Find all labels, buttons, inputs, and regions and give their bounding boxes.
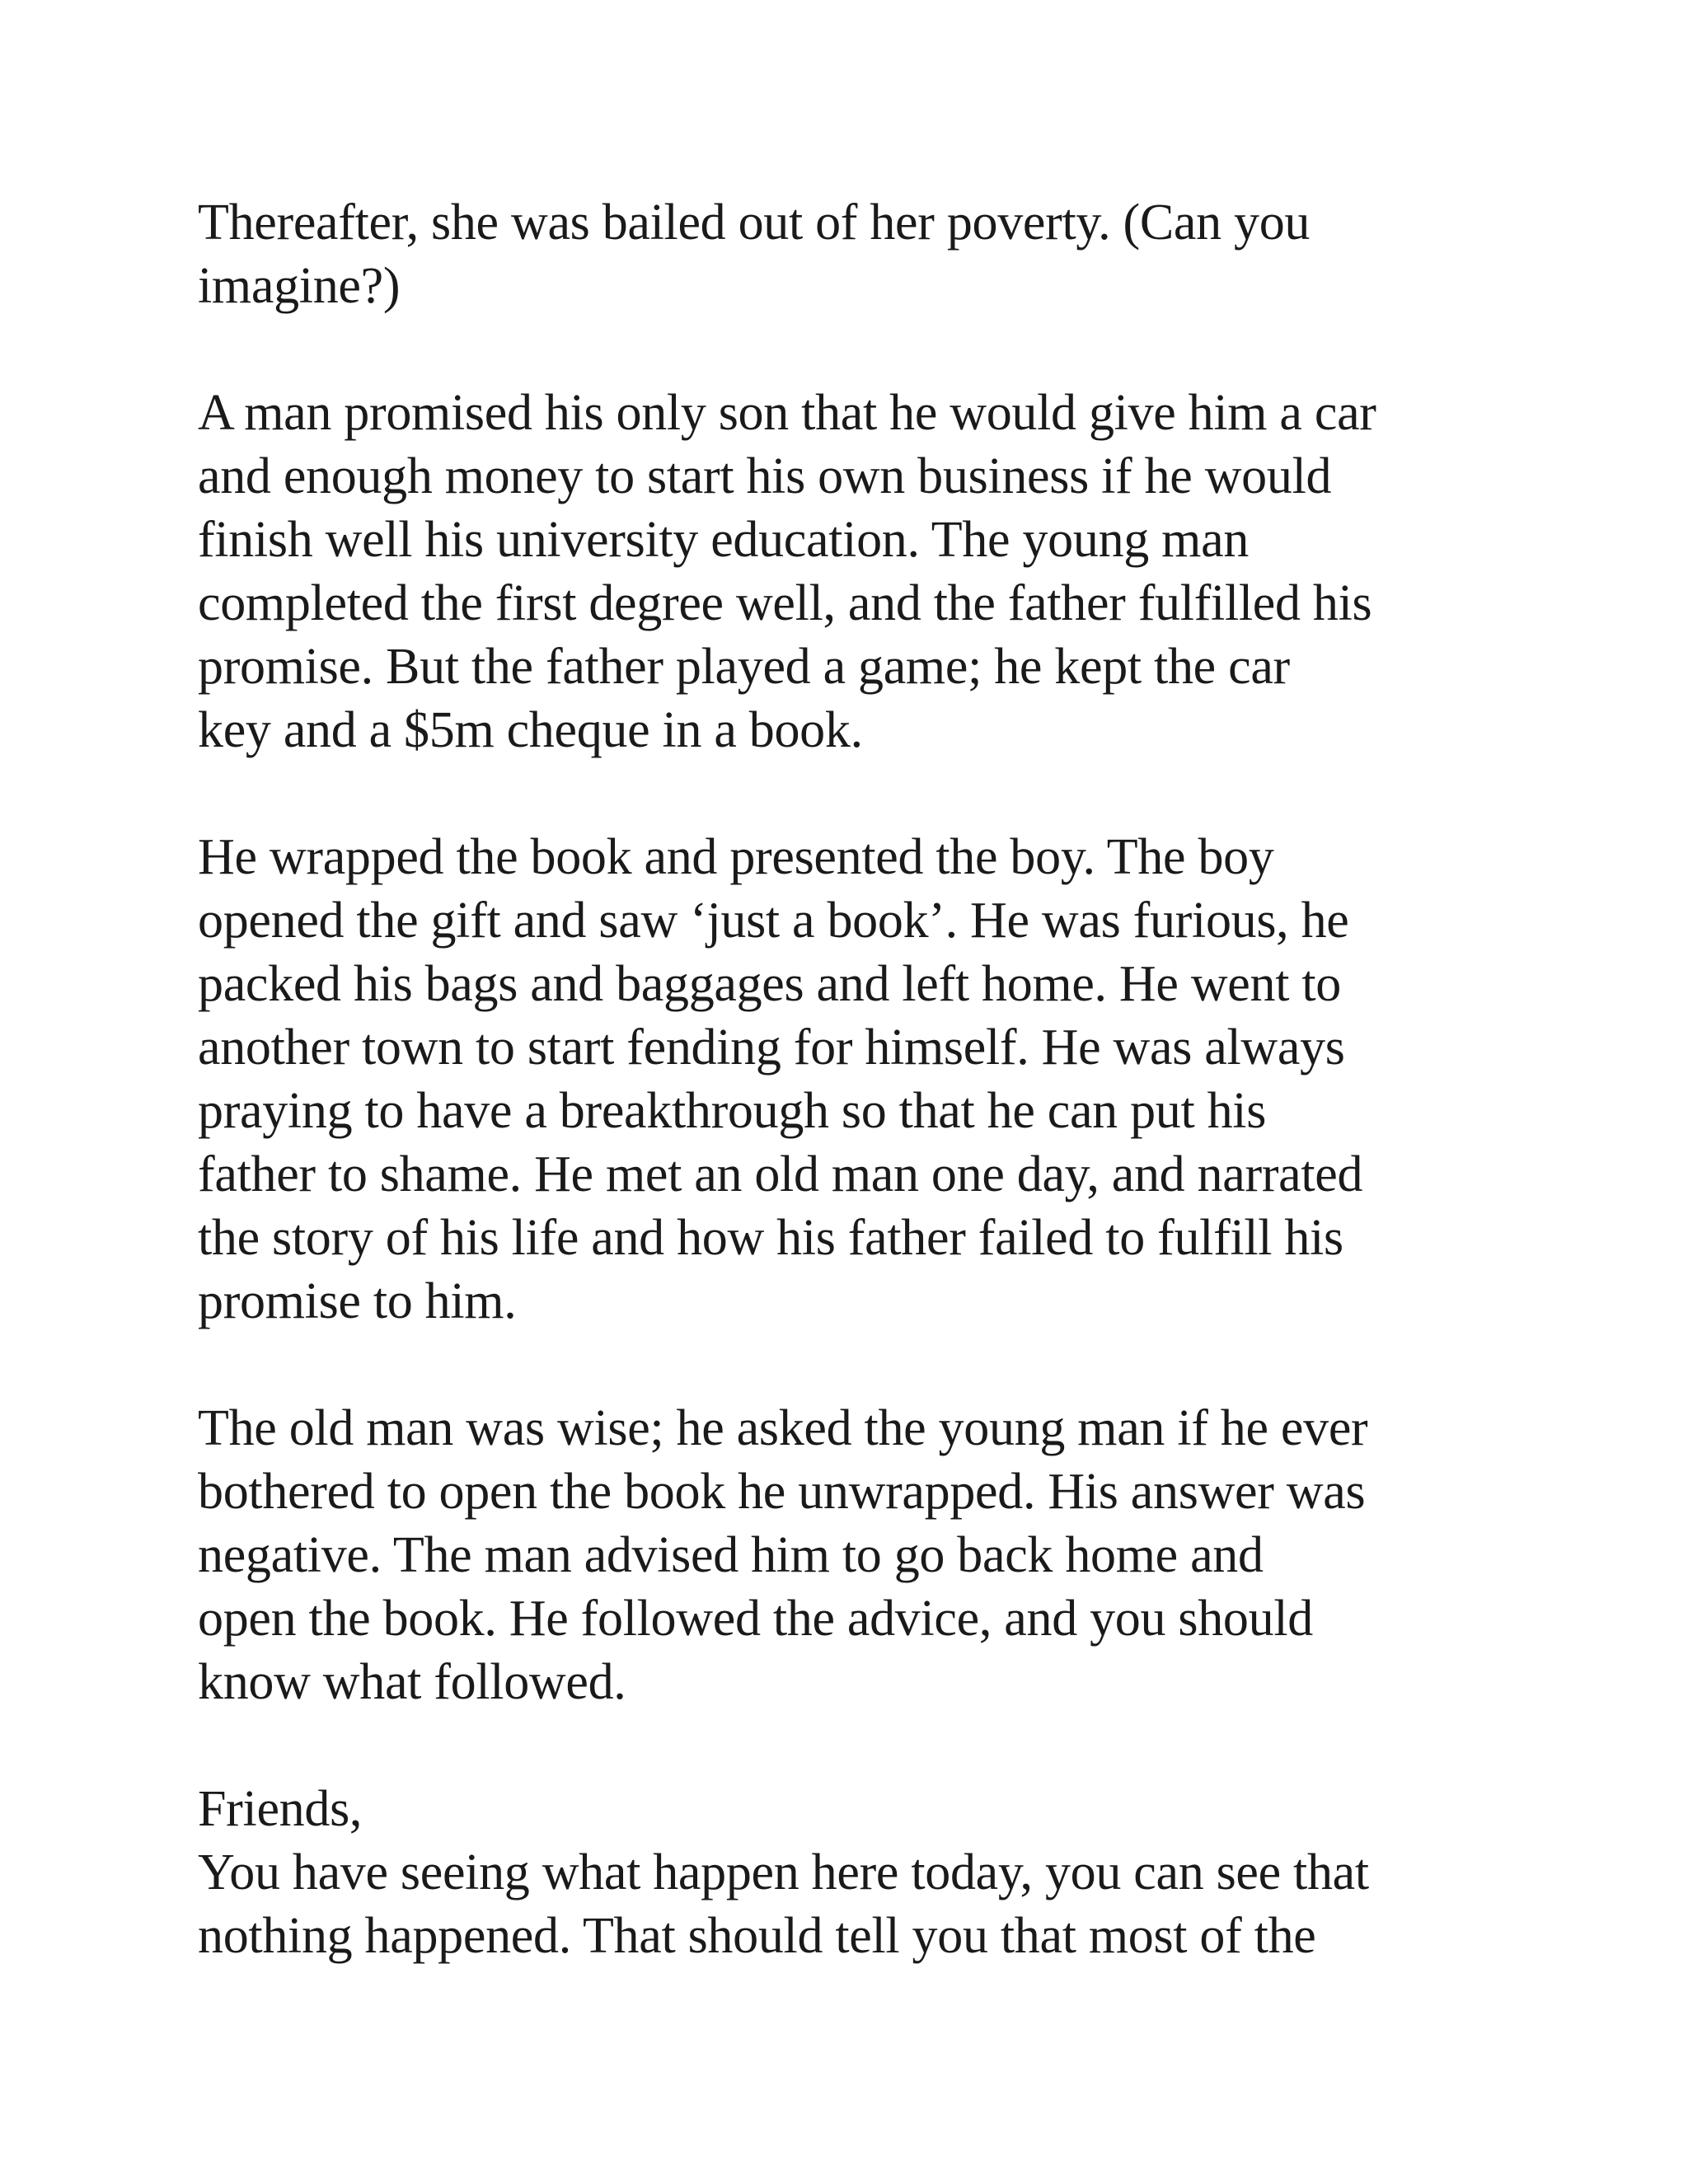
text-line: promise to him.	[198, 1273, 517, 1329]
text-line: completed the first degree well, and the father fulfilled his	[198, 575, 1372, 631]
paragraph-poverty	[198, 191, 1550, 318]
text-line: finish well his university education. The young man	[198, 512, 1250, 568]
document-body	[198, 191, 1550, 1968]
text-line: He wrapped the book and presented the boy. The boy	[198, 829, 1274, 885]
text-line: The old man was wise; he asked the young man if he ever	[198, 1400, 1368, 1456]
text-line: Friends,	[198, 1781, 363, 1837]
text-line: nothing happened. That should tell you that most of the	[198, 1908, 1316, 1964]
text-line: father to shame. He met an old man one day, and narrated	[198, 1146, 1363, 1202]
text-line: bothered to open the book he unwrapped. His answer was	[198, 1464, 1366, 1520]
text-line: You have seeing what happen here today, you can see that	[198, 1844, 1369, 1900]
paragraph-salutation	[198, 1778, 1550, 1841]
text-line: A man promised his only son that he would give him a car	[198, 385, 1376, 441]
paragraph-closing	[198, 1841, 1550, 1968]
text-line: the story of his life and how his father failed to fulfill his	[198, 1210, 1343, 1266]
text-line: and enough money to start his own business if he would	[198, 448, 1332, 504]
text-line: promise. But the father played a game; he kept the car	[198, 639, 1290, 695]
text-line: praying to have a breakthrough so that he can put his	[198, 1083, 1267, 1139]
text-line: know what followed.	[198, 1654, 626, 1710]
text-line: opened the gift and saw ‘just a book’. He was furious, he	[198, 893, 1349, 949]
text-line: imagine?)	[198, 258, 401, 314]
text-line: Thereafter, she was bailed out of her poverty. (Can you	[198, 194, 1311, 251]
text-line: key and a $5m cheque in a book.	[198, 702, 863, 758]
paragraph-promise	[198, 382, 1550, 762]
paragraph-old-man	[198, 1397, 1550, 1714]
text-line: negative. The man advised him to go back home and	[198, 1527, 1264, 1583]
text-line: open the book. He followed the advice, and you should	[198, 1591, 1313, 1647]
text-line: packed his bags and baggages and left home. He went to	[198, 956, 1341, 1012]
paragraph-wrapped-book	[198, 826, 1550, 1333]
text-line: another town to start fending for himself. He was always	[198, 1019, 1345, 1076]
